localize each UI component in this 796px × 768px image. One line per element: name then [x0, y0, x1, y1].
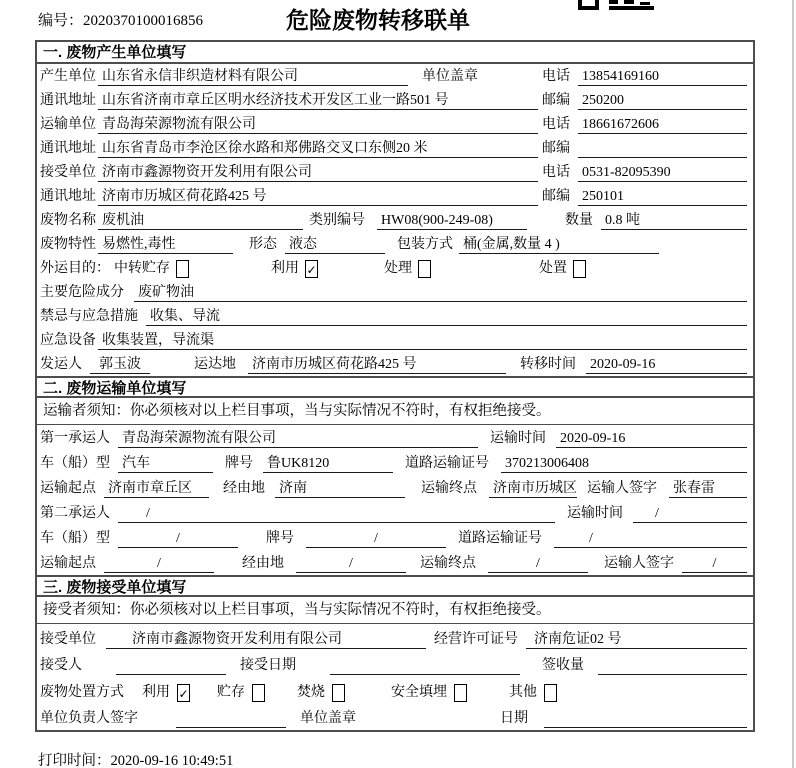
- purpose-option-dispose-label: 处置: [539, 261, 567, 276]
- date-value: [544, 710, 747, 728]
- route-start-label: 运输起点: [40, 481, 96, 496]
- purpose-option-storage-label: 中转贮存: [114, 261, 170, 276]
- transport-address-label: 通讯地址: [40, 141, 96, 156]
- responsible-signature-value: [176, 710, 286, 728]
- row-first-carrier: [37, 425, 753, 450]
- quantity-label: 数量: [565, 213, 593, 228]
- produce-address-value: 山东省济南市章丘区明水经济技术开发区工业一路501 号: [98, 92, 538, 110]
- row-dispatcher: [37, 352, 753, 376]
- disposal-landfill-checkbox: [454, 684, 467, 702]
- emergency-equipment-value: 收集装置，导流渠: [98, 332, 747, 350]
- transport-unit-phone: 18661672606: [578, 116, 747, 134]
- transport-address-zip: [578, 140, 747, 158]
- disposal-option-landfill-label: 安全填埋: [391, 684, 447, 700]
- vehicle-type-label: 车（船）型: [40, 456, 110, 471]
- disposal-method-label: 废物处置方式: [40, 684, 124, 700]
- road-permit-label: 道路运输证号: [458, 531, 542, 546]
- row-receiver: [37, 651, 753, 678]
- section3-header: 三. 废物接受单位填写: [37, 575, 753, 597]
- row-accept-unit: [37, 624, 753, 651]
- produce-unit-label: 产生单位: [40, 69, 96, 84]
- route-end-label: 运输终点: [421, 481, 477, 496]
- row-produce-address: [37, 88, 753, 112]
- dispatcher-label: 发运人: [40, 357, 82, 372]
- print-time-label: 打印时间：: [38, 753, 111, 768]
- disposal-other-checkbox: [544, 684, 557, 702]
- form-state-value: 液态: [285, 236, 385, 254]
- row-transfer-purpose: [37, 256, 753, 280]
- transport-address-value: 山东省青岛市李沧区徐水路和郑佛路交叉口东侧20 米: [98, 140, 538, 158]
- accept-unit-value: 济南市鑫源物资开发利用有限公司: [106, 631, 426, 649]
- row-produce-unit: [37, 64, 753, 88]
- receive-address-label: 通讯地址: [40, 189, 96, 204]
- page-right-edge-line: [792, 0, 794, 768]
- plate-value: /: [306, 530, 446, 548]
- row-transport-unit: [37, 112, 753, 136]
- accept-date-label: 接受日期: [240, 658, 296, 673]
- destination-label: 运达地: [194, 357, 236, 372]
- purpose-dispose-checkbox: [573, 260, 586, 278]
- accept-date-value: [330, 657, 520, 675]
- route-via-label: 经由地: [223, 481, 265, 496]
- document-number-label: 编号：: [38, 13, 84, 29]
- route-via-value: 济南: [275, 480, 405, 498]
- vehicle-type-value: 汽车: [118, 455, 213, 473]
- section1-header: 一. 废物产生单位填写: [37, 42, 753, 64]
- route-end-value: 济南市历城区: [489, 480, 577, 498]
- first-carrier-value: 青岛海荣源物流有限公司: [118, 430, 478, 448]
- purpose-storage-checkbox: [176, 260, 189, 278]
- produce-address-label: 通讯地址: [40, 93, 96, 108]
- packaging-value: 桶(金属,数量 4 ): [459, 236, 659, 254]
- unit-seal-label: 单位盖章: [300, 711, 356, 726]
- transport-time-label: 运输时间: [567, 506, 623, 521]
- row-transport-address: [37, 136, 753, 160]
- receive-unit-label: 接受单位: [40, 165, 96, 180]
- row-responsible-signature: [37, 704, 753, 731]
- category-code-value: HW08(900-249-08): [377, 212, 527, 230]
- row-vehicle1: [37, 450, 753, 475]
- disposal-use-checkbox: ✓: [177, 684, 190, 702]
- produce-unit-phone: 13854169160: [578, 68, 747, 86]
- waste-property-label: 废物特性: [40, 237, 96, 252]
- row-second-carrier: [37, 500, 753, 525]
- disposal-option-incinerate-label: 焚烧: [297, 684, 325, 700]
- second-carrier-value: /: [118, 505, 555, 523]
- route-start-label: 运输起点: [40, 556, 96, 571]
- transport-time-value: 2020-09-16: [556, 430, 747, 448]
- transport-unit-label: 运输单位: [40, 117, 96, 132]
- row-main-hazard: [37, 280, 753, 304]
- row-route2: [37, 550, 753, 575]
- document-number-value: 2020370100016856: [83, 13, 204, 29]
- zip-label: 邮编: [542, 93, 570, 108]
- route-via-label: 经由地: [242, 556, 284, 571]
- unit-seal-label: 单位盖章: [422, 69, 478, 84]
- receive-unit-phone: 0531-82095390: [578, 164, 747, 182]
- form-title: 危险废物转移联单: [286, 7, 470, 33]
- license-label: 经营许可证号: [434, 631, 518, 647]
- zip-label: 邮编: [542, 141, 570, 156]
- disposal-incinerate-checkbox: [332, 684, 345, 702]
- carrier-signature-value: 张春雷: [669, 480, 747, 498]
- produce-unit-value: 山东省永信非织造材料有限公司: [98, 68, 408, 86]
- responsible-signature-label: 单位负责人签字: [40, 711, 138, 726]
- phone-label: 电话: [542, 117, 570, 132]
- zip-label: 邮编: [542, 189, 570, 204]
- second-carrier-label: 第二承运人: [40, 506, 110, 521]
- plate-label: 牌号: [225, 456, 253, 471]
- carrier-signature-label: 运输人签字: [604, 556, 674, 571]
- purpose-treat-checkbox: [418, 260, 431, 278]
- row-disposal-method: [37, 677, 753, 704]
- dispatcher-value: 郭玉波: [90, 356, 150, 374]
- receive-address-value: 济南市历城区荷花路425 号: [98, 188, 538, 206]
- plate-value: 鲁UK8120: [263, 455, 393, 473]
- form-state-label: 形态: [249, 237, 277, 252]
- taboo-measures-value: 收集、导流: [146, 308, 747, 326]
- taboo-measures-label: 禁忌与应急措施: [40, 309, 138, 324]
- route-end-value: /: [488, 555, 588, 573]
- carrier-signature-value: /: [682, 555, 747, 573]
- route-via-value: /: [296, 555, 406, 573]
- purpose-use-checkbox: ✓: [305, 260, 318, 278]
- road-permit-value: 370213006408: [501, 455, 747, 473]
- receiver-label: 接受人: [40, 658, 82, 673]
- road-permit-label: 道路运输证号: [405, 456, 489, 471]
- row-waste-name: [37, 208, 753, 232]
- category-code-label: 类别编号: [309, 213, 365, 228]
- accept-unit-label: 接受单位: [40, 631, 96, 647]
- section3-notice: 接受者须知：你必须核对以上栏目事项，当与实际情况不符时，有权拒绝接受。: [37, 597, 753, 624]
- phone-label: 电话: [542, 165, 570, 180]
- disposal-option-use-label: 利用: [142, 684, 170, 700]
- vehicle-type-value: /: [118, 530, 238, 548]
- section2-notice: 运输者须知：你必须核对以上栏目事项，当与实际情况不符时，有权拒绝接受。: [37, 398, 753, 425]
- date-label: 日期: [500, 711, 528, 726]
- route-start-value: /: [104, 555, 214, 573]
- print-time-value: 2020-09-16 10:49:51: [110, 753, 234, 768]
- transfer-form-table: [35, 40, 755, 732]
- quantity-value: 0.8 吨: [601, 212, 747, 230]
- main-hazard-value: 废矿物油: [134, 284, 747, 302]
- transport-unit-value: 青岛海荣源物流有限公司: [98, 116, 538, 134]
- row-taboo-measures: [37, 304, 753, 328]
- emergency-equipment-label: 应急设备: [40, 333, 96, 348]
- row-emergency-equipment: [37, 328, 753, 352]
- route-end-label: 运输终点: [420, 556, 476, 571]
- transfer-time-value: 2020-09-16: [586, 356, 747, 374]
- first-carrier-label: 第一承运人: [40, 431, 110, 446]
- license-value: 济南危证02 号: [526, 631, 747, 649]
- signed-quantity-value: [598, 657, 747, 675]
- packaging-label: 包装方式: [397, 237, 453, 252]
- row-receive-unit: [37, 160, 753, 184]
- waste-name-label: 废物名称: [40, 213, 96, 228]
- disposal-option-store-label: 贮存: [217, 684, 245, 700]
- carrier-signature-label: 运输人签字: [587, 481, 657, 496]
- main-hazard-label: 主要危险成分: [40, 285, 124, 300]
- receive-address-zip: 250101: [578, 188, 747, 206]
- destination-value: 济南市历城区荷花路425 号: [248, 356, 506, 374]
- transfer-time-label: 转移时间: [520, 357, 576, 372]
- transport-time-value: /: [633, 505, 747, 523]
- row-waste-property: [37, 232, 753, 256]
- print-time: [38, 749, 233, 768]
- waste-property-value: 易燃性,毒性: [98, 236, 233, 254]
- transport-time-label: 运输时间: [490, 431, 546, 446]
- signed-quantity-label: 签收量: [542, 658, 584, 673]
- road-permit-value: /: [554, 530, 747, 548]
- receive-unit-value: 济南市鑫源物资开发利用有限公司: [98, 164, 538, 182]
- row-receive-address: [37, 184, 753, 208]
- waste-name-value: 废机油: [98, 212, 303, 230]
- row-route1: [37, 475, 753, 500]
- plate-label: 牌号: [266, 531, 294, 546]
- phone-label: 电话: [542, 69, 570, 84]
- purpose-option-use-label: 利用: [271, 261, 299, 276]
- purpose-option-treat-label: 处理: [384, 261, 412, 276]
- disposal-store-checkbox: [252, 684, 265, 702]
- vehicle-type-label: 车（船）型: [40, 531, 110, 546]
- receiver-value: [116, 657, 226, 675]
- purpose-label: 外运目的：: [40, 261, 110, 276]
- section2-header: 二. 废物运输单位填写: [37, 376, 753, 398]
- row-vehicle2: [37, 525, 753, 550]
- produce-address-zip: 250200: [578, 92, 747, 110]
- route-start-value: 济南市章丘区: [104, 480, 209, 498]
- disposal-option-other-label: 其他: [509, 684, 537, 700]
